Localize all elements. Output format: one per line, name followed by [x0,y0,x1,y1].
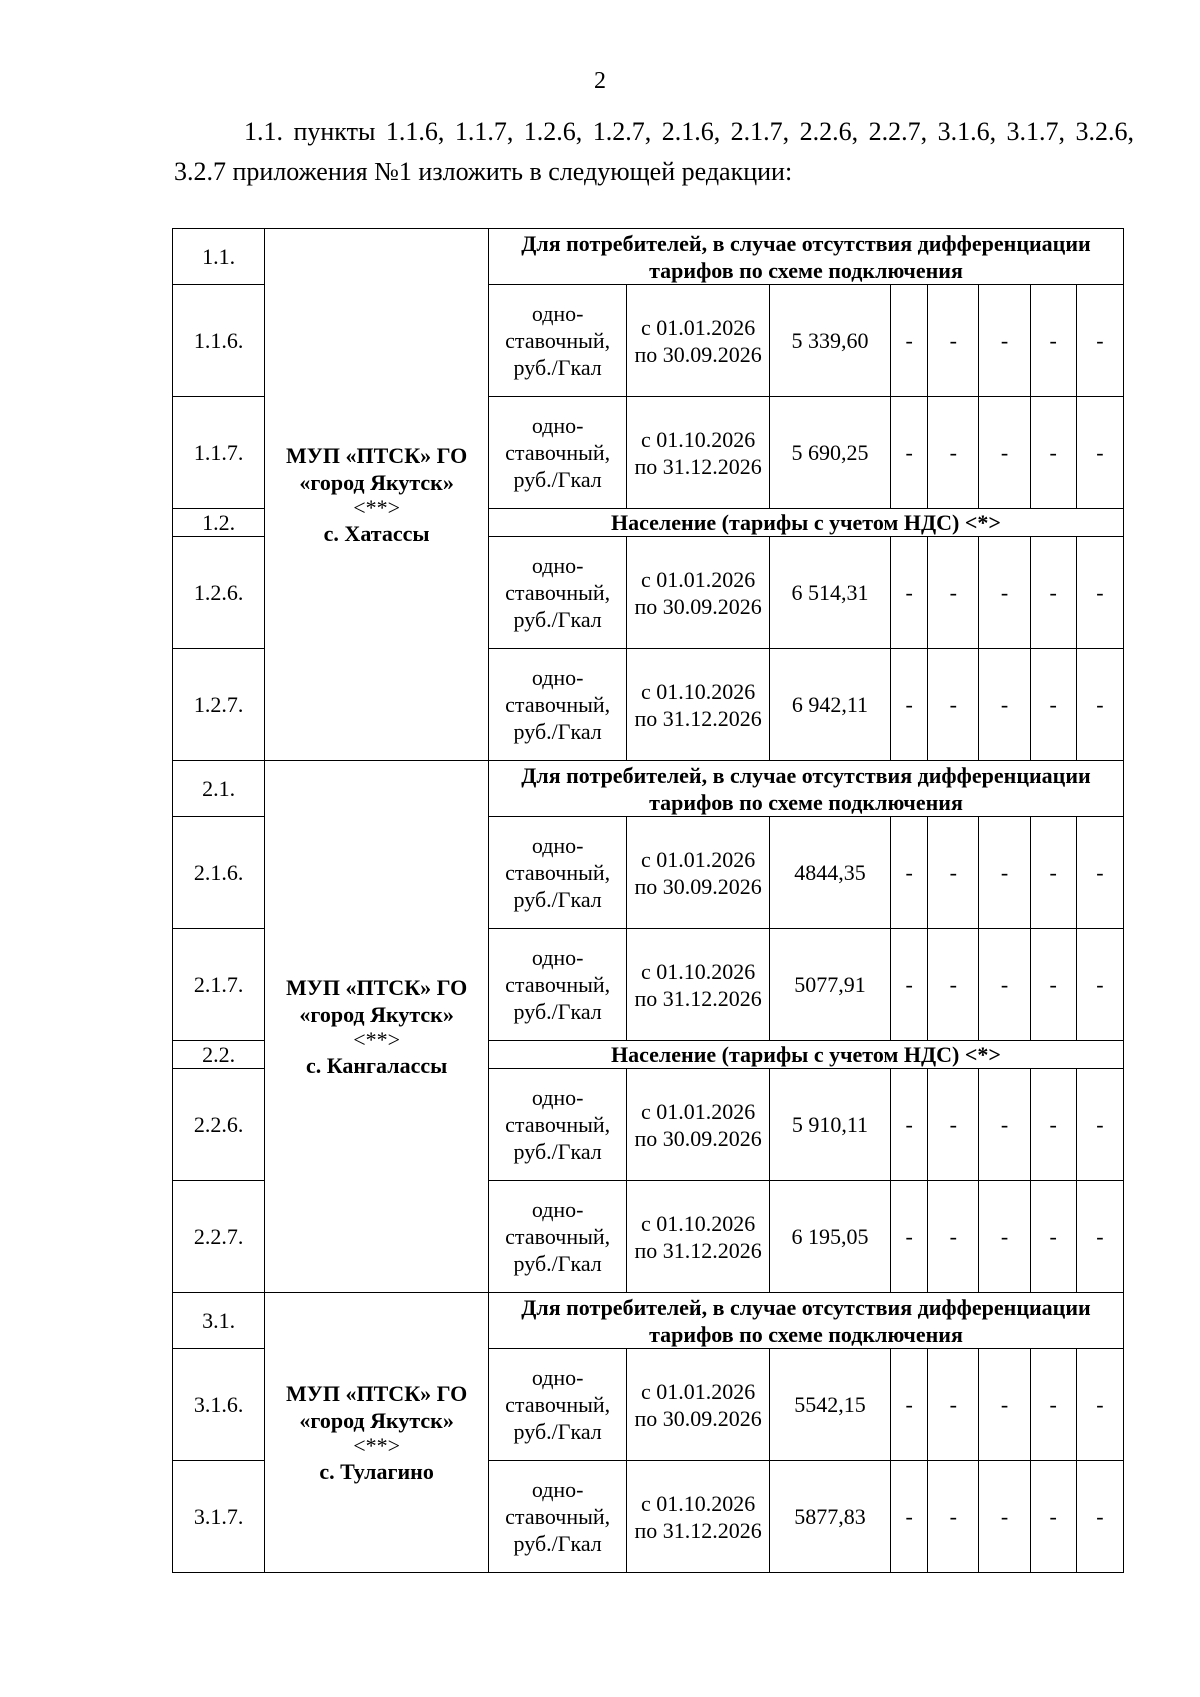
org-cell [265,229,489,761]
empty-cell: - [1030,929,1076,1041]
org-place: с. Тулагино [319,1459,434,1484]
empty-cell: - [979,817,1030,929]
org-name: МУП «ПТСК» ГО «город Якутск» [286,443,468,495]
empty-cell: - [1030,537,1076,649]
empty-cell: - [928,1181,979,1293]
tariff-type: одно-ставочный, руб./Гкал [488,397,626,509]
empty-cell: - [928,929,979,1041]
tariff-value: 5 339,60 [769,285,890,397]
row-number: 1.2.7. [173,649,265,761]
tariff-type: одно-ставочный, руб./Гкал [488,537,626,649]
empty-cell: - [1076,817,1123,929]
org-place: с. Кангалассы [305,1053,448,1078]
tariff-period: с 01.01.2026 по 30.09.2026 [627,285,769,397]
empty-cell: - [1030,285,1076,397]
org-name: МУП «ПТСК» ГО «город Якутск» [286,975,468,1027]
empty-cell: - [1076,929,1123,1041]
row-number: 2.2. [173,1041,265,1069]
empty-cell: - [979,1349,1030,1461]
row-number: 1.2.6. [173,537,265,649]
intro-paragraph: 1.1. пункты 1.1.6, 1.1.7, 1.2.6, 1.2.7, 2.1.6, 2.1.7, 2.2.6, 2.2.7, 3.1.6, 3.1.7, 3.2.6, 3.2.7 приложения №1 изложить в следующей редакции: [174,117,1134,186]
row-number: 3.1. [173,1293,265,1349]
row-number: 1.1.7. [173,397,265,509]
empty-cell: - [928,537,979,649]
empty-cell: - [928,1069,979,1181]
empty-cell: - [1030,649,1076,761]
empty-cell: - [979,1461,1030,1573]
org-cell [265,761,489,1293]
tariff-value: 5877,83 [769,1461,890,1573]
empty-cell: - [1076,1461,1123,1573]
tariff-table [172,228,1124,1573]
tariff-value: 6 195,05 [769,1181,890,1293]
empty-cell: - [928,397,979,509]
empty-cell: - [979,1069,1030,1181]
empty-cell: - [891,285,928,397]
empty-cell: - [1076,397,1123,509]
section-header-population: Население (тарифы с учетом НДС) <*> [488,1041,1123,1069]
empty-cell: - [891,1069,928,1181]
tariff-type: одно-ставочный, руб./Гкал [488,285,626,397]
tariff-type: одно-ставочный, руб./Гкал [488,1069,626,1181]
empty-cell: - [979,285,1030,397]
tariff-period: с 01.10.2026 по 31.12.2026 [627,397,769,509]
tariff-period: с 01.10.2026 по 31.12.2026 [627,929,769,1041]
tariff-type: одно-ставочный, руб./Гкал [488,1461,626,1573]
empty-cell: - [1030,397,1076,509]
tariff-type: одно-ставочный, руб./Гкал [488,649,626,761]
empty-cell: - [1030,1461,1076,1573]
tariff-value: 5 690,25 [769,397,890,509]
section-header-population: Население (тарифы с учетом НДС) <*> [488,509,1123,537]
tariff-period: с 01.01.2026 по 30.09.2026 [627,1069,769,1181]
empty-cell: - [928,285,979,397]
row-number: 1.2. [173,509,265,537]
tariff-period: с 01.10.2026 по 31.12.2026 [627,1461,769,1573]
empty-cell: - [1076,537,1123,649]
empty-cell: - [891,1461,928,1573]
section-header-consumers: Для потребителей, в случае отсутствия дифференциации тарифов по схеме подключения [488,1293,1123,1349]
empty-cell: - [928,1461,979,1573]
row-number: 2.1.7. [173,929,265,1041]
org-footnote-mark: <**> [353,1433,401,1458]
empty-cell: - [979,537,1030,649]
tariff-type: одно-ставочный, руб./Гкал [488,817,626,929]
empty-cell: - [1076,649,1123,761]
empty-cell: - [891,1181,928,1293]
row-number: 2.2.7. [173,1181,265,1293]
tariff-type: одно-ставочный, руб./Гкал [488,929,626,1041]
tariff-value: 6 514,31 [769,537,890,649]
empty-cell: - [1076,285,1123,397]
empty-cell: - [1076,1181,1123,1293]
section-header-consumers: Для потребителей, в случае отсутствия дифференциации тарифов по схеме подключения [488,229,1123,285]
tariff-value: 5077,91 [769,929,890,1041]
row-number: 1.1. [173,229,265,285]
tariff-period: с 01.10.2026 по 31.12.2026 [627,649,769,761]
empty-cell: - [979,929,1030,1041]
org-footnote-mark: <**> [353,495,401,520]
empty-cell: - [1030,1069,1076,1181]
tariff-period: с 01.01.2026 по 30.09.2026 [627,817,769,929]
empty-cell: - [891,649,928,761]
table-row [173,761,1124,817]
section-header-consumers: Для потребителей, в случае отсутствия дифференциации тарифов по схеме подключения [488,761,1123,817]
tariff-value: 5542,15 [769,1349,890,1461]
org-place: с. Хатассы [323,521,430,546]
tariff-value: 6 942,11 [769,649,890,761]
empty-cell: - [891,397,928,509]
page-number: 2 [594,68,606,94]
row-number: 1.1.6. [173,285,265,397]
row-number: 3.1.6. [173,1349,265,1461]
tariff-type: одно-ставочный, руб./Гкал [488,1181,626,1293]
table-row [173,229,1124,285]
org-name: МУП «ПТСК» ГО «город Якутск» [286,1381,468,1433]
empty-cell: - [1030,1181,1076,1293]
empty-cell: - [891,929,928,1041]
empty-cell: - [928,649,979,761]
tariff-value: 5 910,11 [769,1069,890,1181]
empty-cell: - [1030,817,1076,929]
empty-cell: - [928,817,979,929]
empty-cell: - [891,1349,928,1461]
empty-cell: - [1030,1349,1076,1461]
empty-cell: - [1076,1069,1123,1181]
row-number: 2.2.6. [173,1069,265,1181]
org-cell [265,1293,489,1573]
tariff-period: с 01.10.2026 по 31.12.2026 [627,1181,769,1293]
org-footnote-mark: <**> [353,1027,401,1052]
tariff-period: с 01.01.2026 по 30.09.2026 [627,537,769,649]
empty-cell: - [891,537,928,649]
row-number: 2.1.6. [173,817,265,929]
empty-cell: - [1076,1349,1123,1461]
empty-cell: - [979,649,1030,761]
empty-cell: - [979,1181,1030,1293]
table-row [173,1293,1124,1349]
tariff-value: 4844,35 [769,817,890,929]
row-number: 3.1.7. [173,1461,265,1573]
row-number: 2.1. [173,761,265,817]
empty-cell: - [928,1349,979,1461]
empty-cell: - [891,817,928,929]
tariff-period: с 01.01.2026 по 30.09.2026 [627,1349,769,1461]
tariff-type: одно-ставочный, руб./Гкал [488,1349,626,1461]
empty-cell: - [979,397,1030,509]
